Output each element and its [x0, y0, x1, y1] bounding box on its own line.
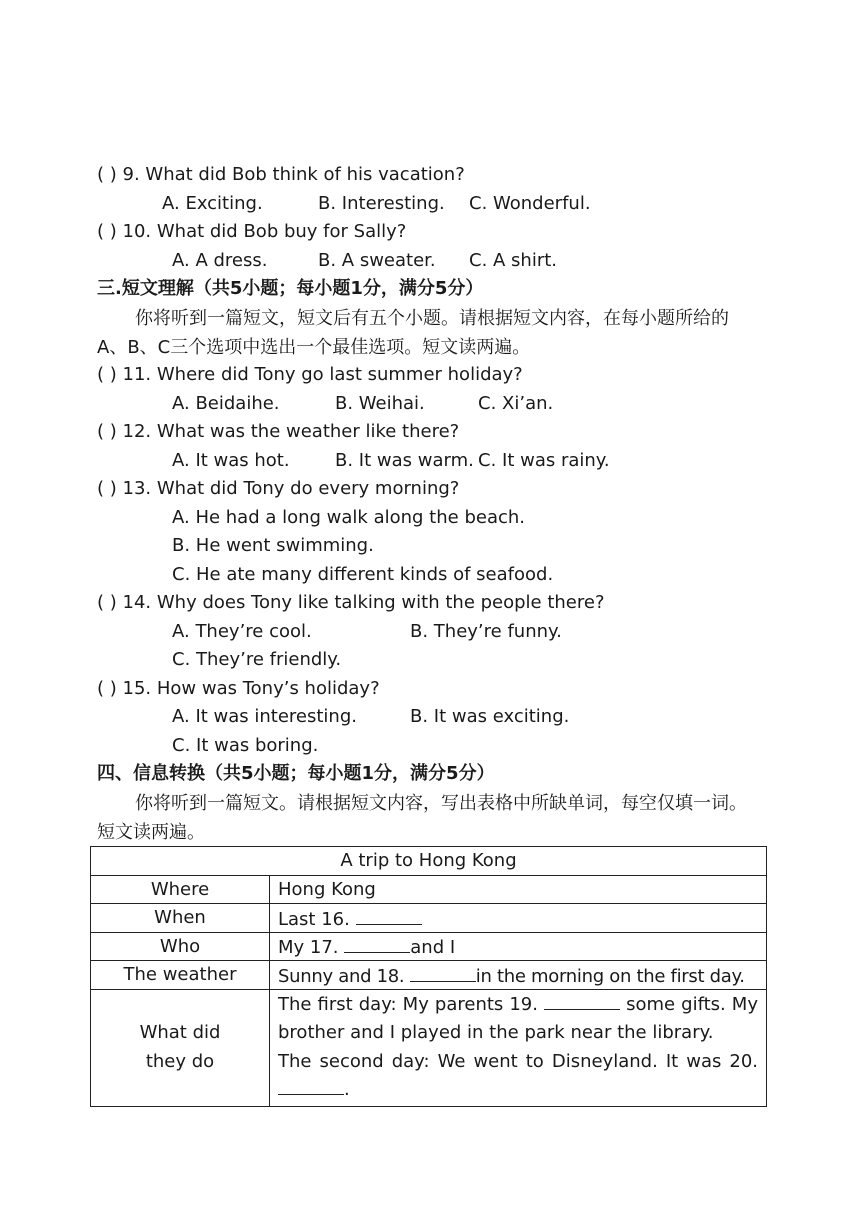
q12-option-a: A. It was hot. — [172, 450, 290, 471]
q9-option-a: A. Exciting. — [162, 193, 263, 214]
question-10 — [97, 220, 406, 244]
q13-option-a: A. He had a long walk along the beach. — [172, 507, 525, 528]
answer-bracket[interactable]: ( ) — [97, 678, 117, 699]
row-label-who: Who — [91, 932, 270, 961]
row-value-when: Last 16. — [270, 904, 767, 933]
question-15 — [97, 677, 380, 701]
question-9 — [97, 163, 465, 187]
q15-option-b: B. It was exciting. — [410, 706, 570, 727]
answer-bracket[interactable]: ( ) — [97, 478, 117, 499]
q10-option-a: A. A dress. — [172, 250, 268, 271]
q15-option-a: A. It was interesting. — [172, 706, 357, 727]
table-row — [91, 932, 767, 961]
question-13 — [97, 477, 459, 501]
question-text: 14. Why does Tony like talking with the people there? — [122, 592, 605, 613]
q11-option-a: A. Beidaihe. — [172, 393, 280, 414]
question-12 — [97, 420, 459, 444]
q13-option-c: C. He ate many different kinds of seafood. — [172, 564, 554, 585]
table-row — [91, 989, 767, 1106]
answer-bracket[interactable]: ( ) — [97, 164, 117, 185]
q11-option-c: C. Xi’an. — [478, 393, 554, 414]
info-table — [90, 846, 767, 1107]
blank-19[interactable] — [544, 991, 620, 1010]
row-value-activity: The first day: My parents 19. some gifts. My brother and I played in the park near the library. The second day: We went to Disneyland. It was 20. . — [270, 989, 767, 1106]
row-label-activity: What did they do — [91, 989, 270, 1106]
blank-18[interactable] — [410, 963, 476, 982]
q9-option-b: B. Interesting. — [318, 193, 445, 214]
q11-option-b: B. Weihai. — [335, 393, 425, 414]
q12-option-b: B. It was warm. — [335, 450, 474, 471]
section-3-heading: 三.短文理解（共5小题；每小题1分，满分5分） — [97, 278, 484, 299]
question-text: 10. What did Bob buy for Sally? — [122, 221, 407, 242]
question-text: 13. What did Tony do every morning? — [122, 478, 460, 499]
question-11 — [97, 363, 523, 387]
table-row — [91, 875, 767, 904]
section-3-instructions: 你将听到一篇短文，短文后有五个小题。请根据短文内容，在每小题所给的A、B、C三个选项中选出一个最佳选项。短文读两遍。 — [97, 308, 729, 358]
q14-option-c: C. They’re friendly. — [172, 649, 342, 670]
answer-bracket[interactable]: ( ) — [97, 364, 117, 385]
q9-option-c: C. Wonderful. — [469, 193, 591, 214]
q10-option-b: B. A sweater. — [318, 250, 436, 271]
question-text: 11. Where did Tony go last summer holiday? — [122, 364, 523, 385]
question-text: 12. What was the weather like there? — [122, 421, 460, 442]
question-text: 9. What did Bob think of his vacation? — [122, 164, 465, 185]
row-label-weather: The weather — [91, 961, 270, 990]
question-14 — [97, 591, 605, 615]
question-text: 15. How was Tony’s holiday? — [122, 678, 380, 699]
row-value-where: Hong Kong — [270, 875, 767, 904]
q14-option-a: A. They’re cool. — [172, 621, 312, 642]
answer-bracket[interactable]: ( ) — [97, 221, 117, 242]
blank-20[interactable] — [278, 1076, 344, 1095]
row-label-where: Where — [91, 875, 270, 904]
section-4-heading: 四、信息转换（共5小题；每小题1分，满分5分） — [97, 763, 495, 784]
row-value-weather: Sunny and 18. in the morning on the first day. — [270, 961, 767, 990]
q12-option-c: C. It was rainy. — [478, 450, 610, 471]
table-title: A trip to Hong Kong — [91, 847, 767, 876]
answer-bracket[interactable]: ( ) — [97, 421, 117, 442]
q14-option-b: B. They’re funny. — [410, 621, 562, 642]
row-value-who: My 17. and I — [270, 932, 767, 961]
blank-17[interactable] — [344, 934, 410, 953]
table-row — [91, 904, 767, 933]
table-row — [91, 961, 767, 990]
q15-option-c: C. It was boring. — [172, 735, 319, 756]
blank-16[interactable] — [356, 906, 422, 925]
q13-option-b: B. He went swimming. — [172, 535, 374, 556]
section-4-instructions: 你将听到一篇短文。请根据短文内容，写出表格中所缺单词，每空仅填一词。短文读两遍。 — [97, 793, 747, 843]
q10-option-c: C. A shirt. — [469, 250, 558, 271]
row-label-when: When — [91, 904, 270, 933]
answer-bracket[interactable]: ( ) — [97, 592, 117, 613]
